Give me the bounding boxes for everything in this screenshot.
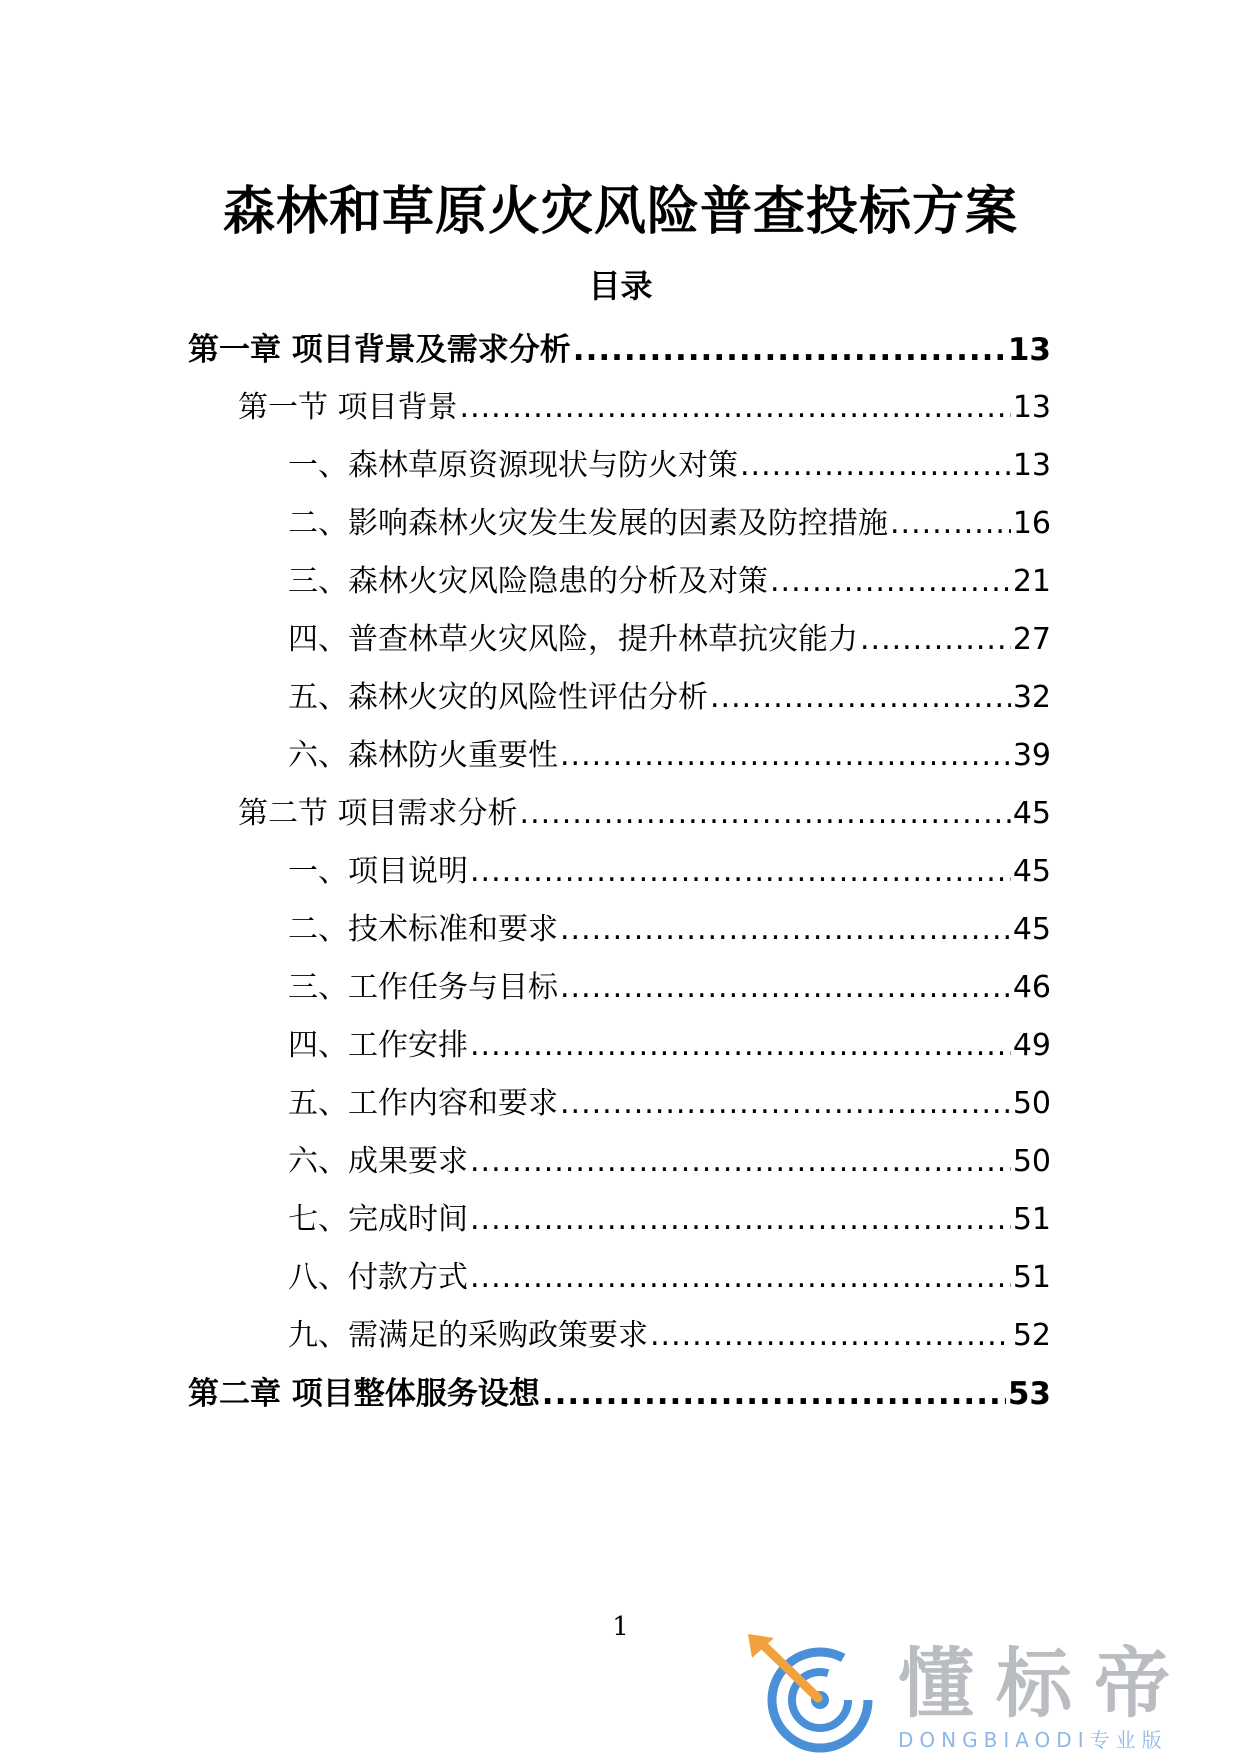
toc-entry-page: 51 (1012, 1260, 1051, 1295)
toc-entry-page: 45 (1012, 854, 1051, 889)
toc-entry-label: 一、森林草原资源现状与防火对策 (288, 448, 738, 483)
toc-dot-leader (890, 499, 1011, 549)
toc-dot-leader (470, 1253, 1011, 1303)
toc-dot-leader (460, 383, 1011, 433)
toc-entry-page: 13 (1012, 390, 1051, 425)
toc-dot-leader (770, 557, 1011, 607)
toc-entry-label: 二、技术标准和要求 (288, 912, 558, 947)
toc-entry-label: 四、工作安排 (288, 1028, 468, 1063)
toc-item-entry[interactable] (288, 557, 1051, 607)
toc-dot-leader (573, 325, 1006, 375)
toc-dot-leader (520, 789, 1011, 839)
toc-entry-page: 52 (1012, 1318, 1051, 1353)
toc-entry-page: 13 (1007, 332, 1051, 368)
watermark-logo (740, 1632, 1220, 1752)
toc-entry-page: 27 (1012, 622, 1051, 657)
toc-entry-label: 一、项目说明 (288, 854, 468, 889)
toc-entry-label: 第二章 项目整体服务设想 (188, 1376, 540, 1412)
toc-item-entry[interactable] (288, 673, 1051, 723)
document-title: 森林和草原火灾风险普查投标方案 (222, 182, 1018, 242)
toc-item-entry[interactable] (288, 615, 1051, 665)
toc-entry-label: 六、成果要求 (288, 1144, 468, 1179)
toc-entry-page: 45 (1012, 912, 1051, 947)
toc-entry-label: 二、影响森林火灾发生发展的因素及防控措施 (288, 506, 888, 541)
toc-item-entry[interactable] (288, 731, 1051, 781)
toc-dot-leader (470, 1021, 1011, 1071)
toc-item-entry[interactable] (288, 1021, 1051, 1071)
toc-entry-page: 32 (1012, 680, 1051, 715)
toc-chapter-entry[interactable] (188, 325, 1051, 375)
toc-dot-leader (542, 1369, 1006, 1419)
toc-item-entry[interactable] (288, 963, 1051, 1013)
toc-item-entry[interactable] (288, 847, 1051, 897)
toc-entry-page: 50 (1012, 1086, 1051, 1121)
toc-chapter-entry[interactable] (188, 1369, 1051, 1419)
toc-dot-leader (560, 731, 1011, 781)
toc-dot-leader (710, 673, 1011, 723)
toc-heading: 目录 (588, 267, 653, 305)
toc-dot-leader (470, 1137, 1011, 1187)
toc-item-entry[interactable] (288, 1253, 1051, 1303)
toc-dot-leader (470, 847, 1011, 897)
toc-item-entry[interactable] (288, 905, 1051, 955)
toc-entry-label: 三、工作任务与目标 (288, 970, 558, 1005)
toc-entry-label: 第一节 项目背景 (238, 390, 458, 425)
toc-entry-label: 第二节 项目需求分析 (238, 796, 518, 831)
toc-dot-leader (560, 963, 1011, 1013)
toc-entry-label: 三、森林火灾风险隐患的分析及对策 (288, 564, 768, 599)
toc-dot-leader (860, 615, 1011, 665)
toc-item-entry[interactable] (288, 441, 1051, 491)
toc-entry-label: 五、森林火灾的风险性评估分析 (288, 680, 708, 715)
watermark-subtitle: DONGBIAODI专业版 (898, 1728, 1168, 1752)
toc-entry-page: 16 (1012, 506, 1051, 541)
toc-section-entry[interactable] (238, 789, 1051, 839)
toc-entry-label: 四、普查林草火灾风险，提升林草抗灾能力 (288, 622, 858, 657)
toc-entry-page: 46 (1012, 970, 1051, 1005)
toc-dot-leader (470, 1195, 1011, 1245)
toc-item-entry[interactable] (288, 1195, 1051, 1245)
target-arrow-icon (740, 1632, 890, 1757)
toc-entry-label: 八、付款方式 (288, 1260, 468, 1295)
toc-item-entry[interactable] (288, 1079, 1051, 1129)
toc-entry-label: 六、森林防火重要性 (288, 738, 558, 773)
toc-entry-label: 九、需满足的采购政策要求 (288, 1318, 648, 1353)
toc-entry-page: 39 (1012, 738, 1051, 773)
toc-entry-page: 13 (1012, 448, 1051, 483)
toc-entry-page: 49 (1012, 1028, 1051, 1063)
toc-entry-label: 七、完成时间 (288, 1202, 468, 1237)
toc-entry-page: 21 (1012, 564, 1051, 599)
toc-dot-leader (740, 441, 1011, 491)
toc-dot-leader (560, 1079, 1011, 1129)
toc-dot-leader (560, 905, 1011, 955)
toc-item-entry[interactable] (288, 499, 1051, 549)
toc-section-entry[interactable] (238, 383, 1051, 433)
toc-dot-leader (650, 1311, 1011, 1361)
watermark-brand: 懂标帝 (898, 1639, 1192, 1728)
toc-entry-page: 53 (1007, 1376, 1051, 1412)
toc-item-entry[interactable] (288, 1137, 1051, 1187)
toc-entry-label: 第一章 项目背景及需求分析 (188, 332, 571, 368)
toc-entry-page: 50 (1012, 1144, 1051, 1179)
toc-entry-page: 45 (1012, 796, 1051, 831)
page-number: 1 (612, 1612, 629, 1642)
toc-entry-page: 51 (1012, 1202, 1051, 1237)
toc-entry-label: 五、工作内容和要求 (288, 1086, 558, 1121)
toc-item-entry[interactable] (288, 1311, 1051, 1361)
